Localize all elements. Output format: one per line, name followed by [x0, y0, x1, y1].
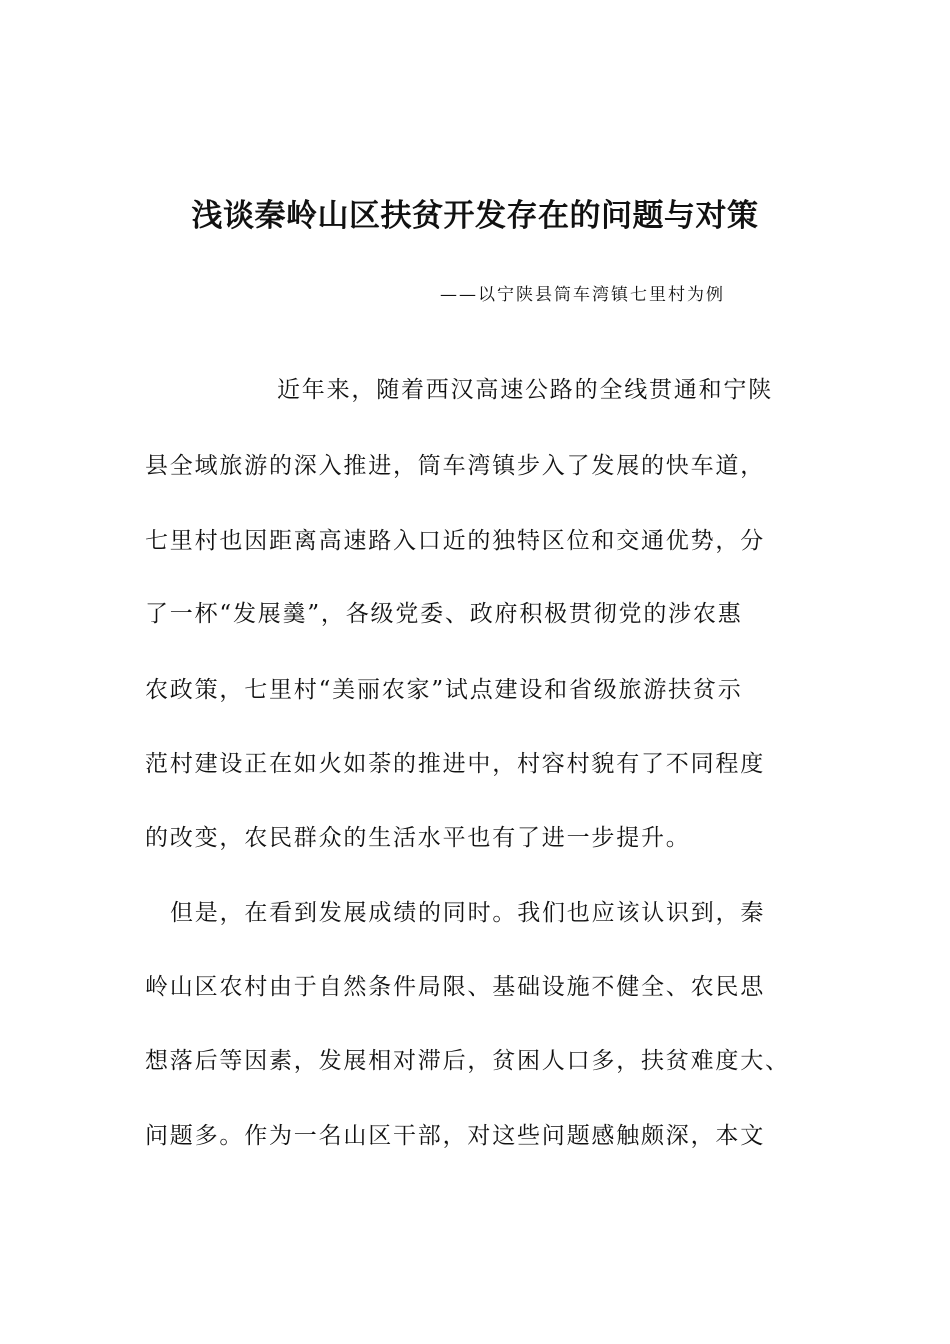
document-subtitle: ——以宁陕县筒车湾镇七里村为例: [440, 285, 725, 305]
paragraph-line: 想落后等因素，发展相对滞后，贫困人口多，扶贫难度大、: [145, 1048, 790, 1074]
paragraph-line: 的改变，农民群众的生活水平也有了进一步提升。: [145, 825, 691, 851]
paragraph-line: 七里村也因距离高速路入口近的独特区位和交通优势，分: [145, 528, 765, 554]
paragraph-line: 范村建设正在如火如荼的推进中，村容村貌有了不同程度: [145, 751, 765, 777]
paragraph-line: 农政策，七里村“美丽农家”试点建设和省级旅游扶贫示: [145, 677, 743, 703]
document-title: 浅谈秦岭山区扶贫开发存在的问题与对策: [191, 198, 759, 234]
paragraph-line: 县全域旅游的深入推进，筒车湾镇步入了发展的快车道，: [145, 453, 765, 479]
paragraph-line: 近年来，随着西汉高速公路的全线贯通和宁陕: [277, 377, 773, 403]
paragraph-line: 问题多。作为一名山区干部，对这些问题感触颇深，本文: [145, 1123, 765, 1149]
paragraph-line: 岭山区农村由于自然条件局限、基础设施不健全、农民思: [145, 974, 765, 1000]
paragraph-line: 但是，在看到发展成绩的同时。我们也应该认识到，秦: [170, 900, 766, 926]
paragraph-line: 了一杯“发展羹”，各级党委、政府积极贯彻党的涉农惠: [145, 601, 743, 627]
